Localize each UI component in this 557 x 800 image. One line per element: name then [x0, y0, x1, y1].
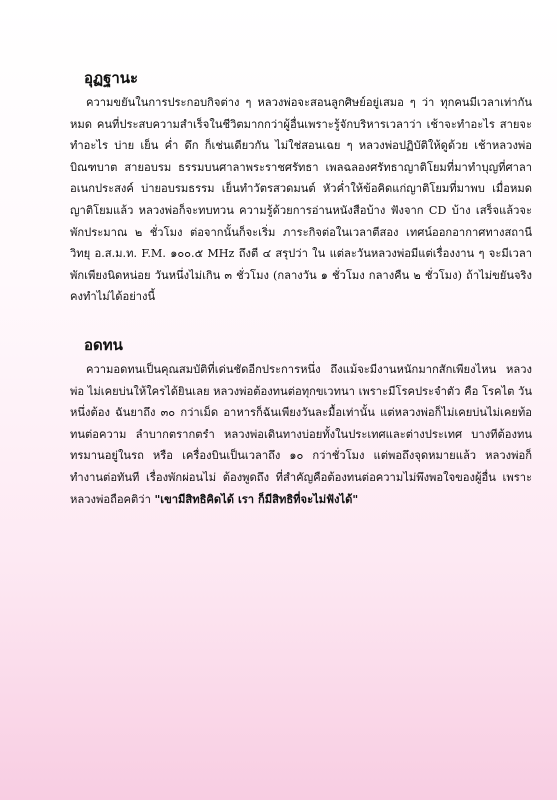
section-heading: อุฏฐานะ	[84, 69, 139, 87]
section-utthana	[70, 68, 532, 308]
paragraph-text: ความอดทนเป็นคุณสมบัติที่เด่นชัดอีกประการหนึ่ง ถึงแม้จะมีงานหนักมากสักเพียงไหน หลวงพ่อ ไม่เคยบ่นให้ใครได้ยินเลย หลวงพ่อต้องทนต่อทุกขเวทนา เพราะมีโรคประจำตัว คือ โรคไต วันหนึ่งต้อง ฉันยาถึง ๓๐ กว่าเม็ด อาหารก็ฉันเพียงวันละมื้อเท่านั้น แต่หลวงพ่อก็ไม่เคยบ่นไม่เคยท้อ ทนต่อความ ลำบากตรากตรำ หลวงพ่อเดินทางบ่อยทั้งในประเทศและต่างประเทศ บางทีต้องทนทรมานอยู่ในรถ หรือ เครื่องบินเป็นเวลาถึง ๑๐ กว่าชั่วโมง แต่พอถึงจุดหมายแล้ว หลวงพ่อก็ทำงานต่อทันที เรื่องพักผ่อนไม่ ต้องพูดถึง ที่สำคัญคือต้องทนต่อความไม่พึงพอใจของผู้อื่น เพราะหลวงพ่อถือคติว่า	[70, 363, 532, 506]
section-paragraph	[70, 359, 532, 510]
section-heading: อดทน	[84, 336, 123, 354]
bold-quote: "เขามีสิทธิคิดได้ เรา ก็มีสิทธิที่จะไม่ฟังได้"	[154, 491, 359, 506]
section-otthon	[70, 335, 532, 510]
section-paragraph: ความขยันในการประกอบกิจต่าง ๆ หลวงพ่อจะสอนลูกศิษย์อยู่เสมอ ๆ ว่า ทุกคนมีเวลาเท่ากันหมด คนที่ประสบความสำเร็จในชีวิตมากกว่าผู้อื่นเพราะรู้จักบริหารเวลาว่า เช้าจะทำอะไร สายจะทำอะไร บ่าย เย็น ค่ำ ดึก ก็เช่นเดียวกัน ไม่ใช่สอนเฉย ๆ หลวงพ่อปฏิบัติให้ดูด้วย เช้าหลวงพ่อบิณฑบาต สายอบรม ธรรมบนศาลาพระราชศรัทธา เพลฉลองศรัทธาญาติโยมที่มาทำบุญที่ศาลาอเนกประสงค์ บ่ายอบรมธรรม เย็นทำวัตรสวดมนต์ หัวค่ำให้ข้อคิดแก่ญาติโยมที่มาพบ เมื่อหมดญาติโยมแล้ว หลวงพ่อก็จะทบทวน ความรู้ด้วยการอ่านหนังสือบ้าง ฟังจาก CD บ้าง เสร็จแล้วจะพักประมาณ ๒ ชั่วโมง ต่อจากนั้นก็จะเริ่ม ภาระกิจต่อในเวลาตีสอง เทศน์ออกอากาศทางสถานีวิทยุ อ.ส.ม.ท. F.M. ๑๐๐.๕ MHz ถึงตี ๔ สรุปว่า ใน แต่ละวันหลวงพ่อมีแต่เรื่องงาน ๆ จะมีเวลาพักเพียงนิดหน่อย วันหนึ่งไม่เกิน ๓ ชั่วโมง (กลางวัน ๑ ชั่วโมง กลางคืน ๒ ชั่วโมง) ถ้าไม่ขยันจริงคงทำไม่ได้อย่างนี้	[70, 96, 532, 304]
